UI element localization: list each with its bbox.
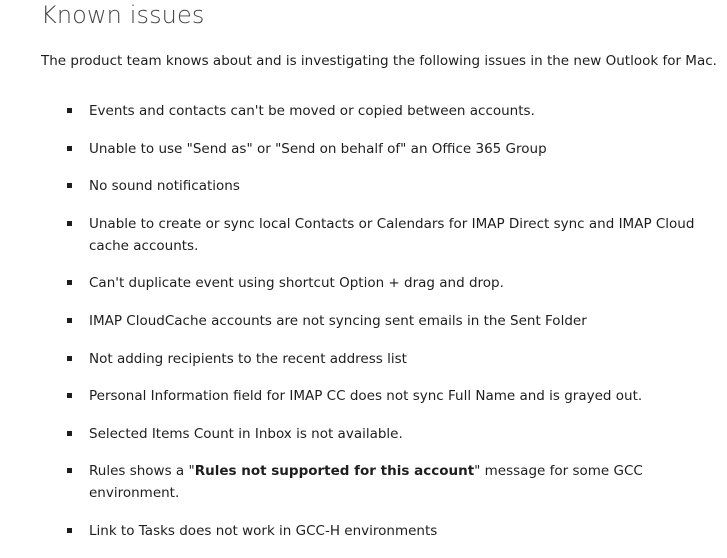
bullet-icon: [67, 431, 72, 436]
issue-text: Selected Items Count in Inbox is not available.: [89, 425, 403, 442]
bullet-icon: [67, 356, 72, 361]
bullet-icon: [67, 146, 72, 151]
issue-text: Link to Tasks does not work in GCC-H environments: [89, 522, 438, 539]
list-item: [0, 213, 727, 257]
list-item: [0, 100, 727, 122]
bullet-icon: [67, 183, 72, 188]
issue-text: Not adding recipients to the recent address list: [89, 350, 407, 367]
list-item: [0, 310, 727, 332]
list-item-rules: [0, 460, 727, 504]
bullet-icon: [67, 528, 72, 533]
issue-text-after: " message for some GCC environment.: [89, 463, 643, 502]
issue-text: Unable to use "Send as" or "Send on behalf of" an Office 365 Group: [89, 140, 547, 157]
bullet-icon: [67, 221, 72, 226]
known-issues-list: [0, 100, 727, 558]
list-item: [0, 175, 727, 197]
issue-text: Can't duplicate event using shortcut Option + drag and drop.: [89, 275, 504, 292]
issue-text: No sound notifications: [89, 178, 240, 195]
issue-text: Unable to create or sync local Contacts or Calendars for IMAP Direct sync and IMAP Cloud cache accounts.: [89, 215, 695, 254]
list-item: [0, 423, 727, 445]
issue-text: Events and contacts can't be moved or copied between accounts.: [89, 103, 535, 119]
issue-text-bold: Rules not supported for this account: [194, 463, 475, 480]
issue-text: IMAP CloudCache accounts are not syncing sent emails in the Sent Folder: [89, 312, 587, 329]
bullet-icon: [67, 318, 72, 323]
list-item: [0, 385, 727, 407]
list-item: [0, 138, 727, 160]
intro-paragraph: The product team knows about and is investigating the following issues in the new Outlook for Mac.: [41, 53, 717, 69]
list-item: [0, 272, 727, 294]
section-title: Known issues: [41, 1, 205, 29]
issue-text: Personal Information field for IMAP CC does not sync Full Name and is grayed out.: [89, 388, 643, 405]
list-item: [0, 348, 727, 370]
bullet-icon: [67, 280, 72, 285]
bullet-icon: [67, 468, 72, 473]
bullet-icon: [67, 393, 72, 398]
bullet-icon: [67, 108, 72, 113]
issue-text-before: Rules shows a ": [89, 463, 195, 480]
